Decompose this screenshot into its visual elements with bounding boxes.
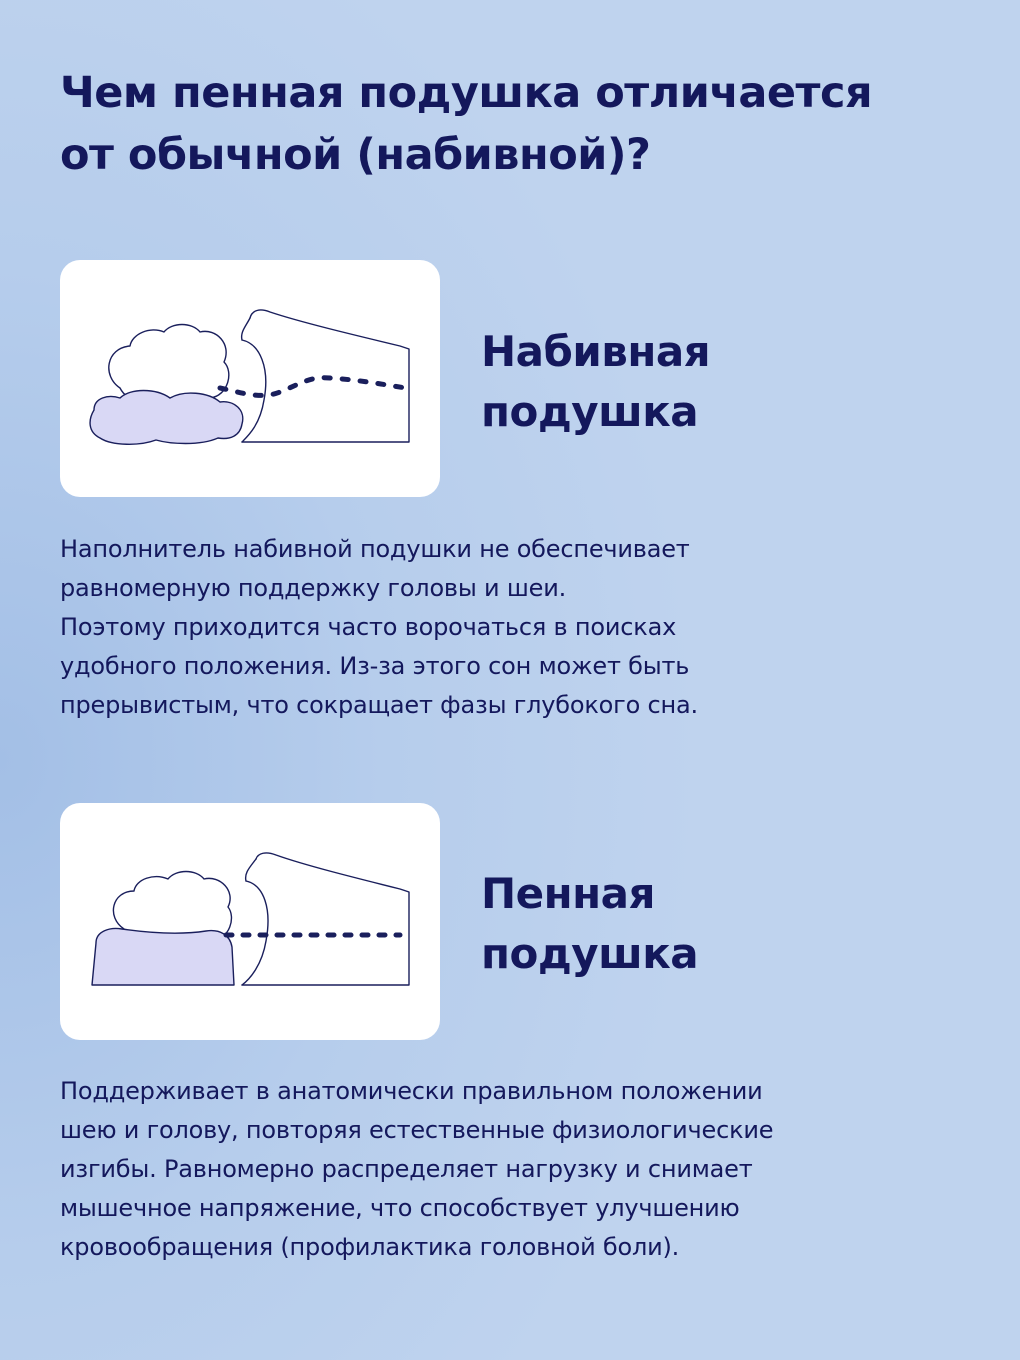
feather-pillow-card [60, 260, 440, 497]
page-title-line-2: от обычной (набивной)? [60, 130, 651, 180]
description-line: Наполнитель набивной подушки не обеспечивает [60, 535, 690, 563]
feather-pillow-illustration-icon [60, 260, 440, 497]
foam-pillow-label-line-1: Пенная [481, 869, 655, 918]
description-line: изгибы. Равномерно распределяет нагрузку и снимает [60, 1155, 753, 1183]
description-line: равномерную поддержку головы и шеи. [60, 574, 567, 602]
foam-pillow-label [481, 864, 698, 984]
description-line: Поддерживает в анатомически правильном положении [60, 1077, 763, 1105]
foam-pillow-label-line-2: подушка [481, 929, 699, 978]
description-line: кровообращения (профилактика головной боли). [60, 1233, 680, 1261]
feather-pillow-description [60, 530, 940, 725]
page-title-line-1: Чем пенная подушка отличается [60, 68, 873, 118]
page-title [60, 62, 960, 186]
description-line: прерывистым, что сокращает фазы глубокого сна. [60, 691, 698, 719]
description-line: Поэтому приходится часто ворочаться в поисках [60, 613, 677, 641]
foam-pillow-illustration-icon [60, 803, 440, 1040]
description-line: шею и голову, повторяя естественные физиологические [60, 1116, 774, 1144]
feather-pillow-label-line-1: Набивная [481, 327, 711, 376]
foam-pillow-description [60, 1072, 940, 1267]
foam-pillow-card [60, 803, 440, 1040]
feather-pillow-label-line-2: подушка [481, 387, 699, 436]
description-line: удобного положения. Из-за этого сон может быть [60, 652, 690, 680]
description-line: мышечное напряжение, что способствует улучшению [60, 1194, 740, 1222]
feather-pillow-label [481, 322, 710, 442]
